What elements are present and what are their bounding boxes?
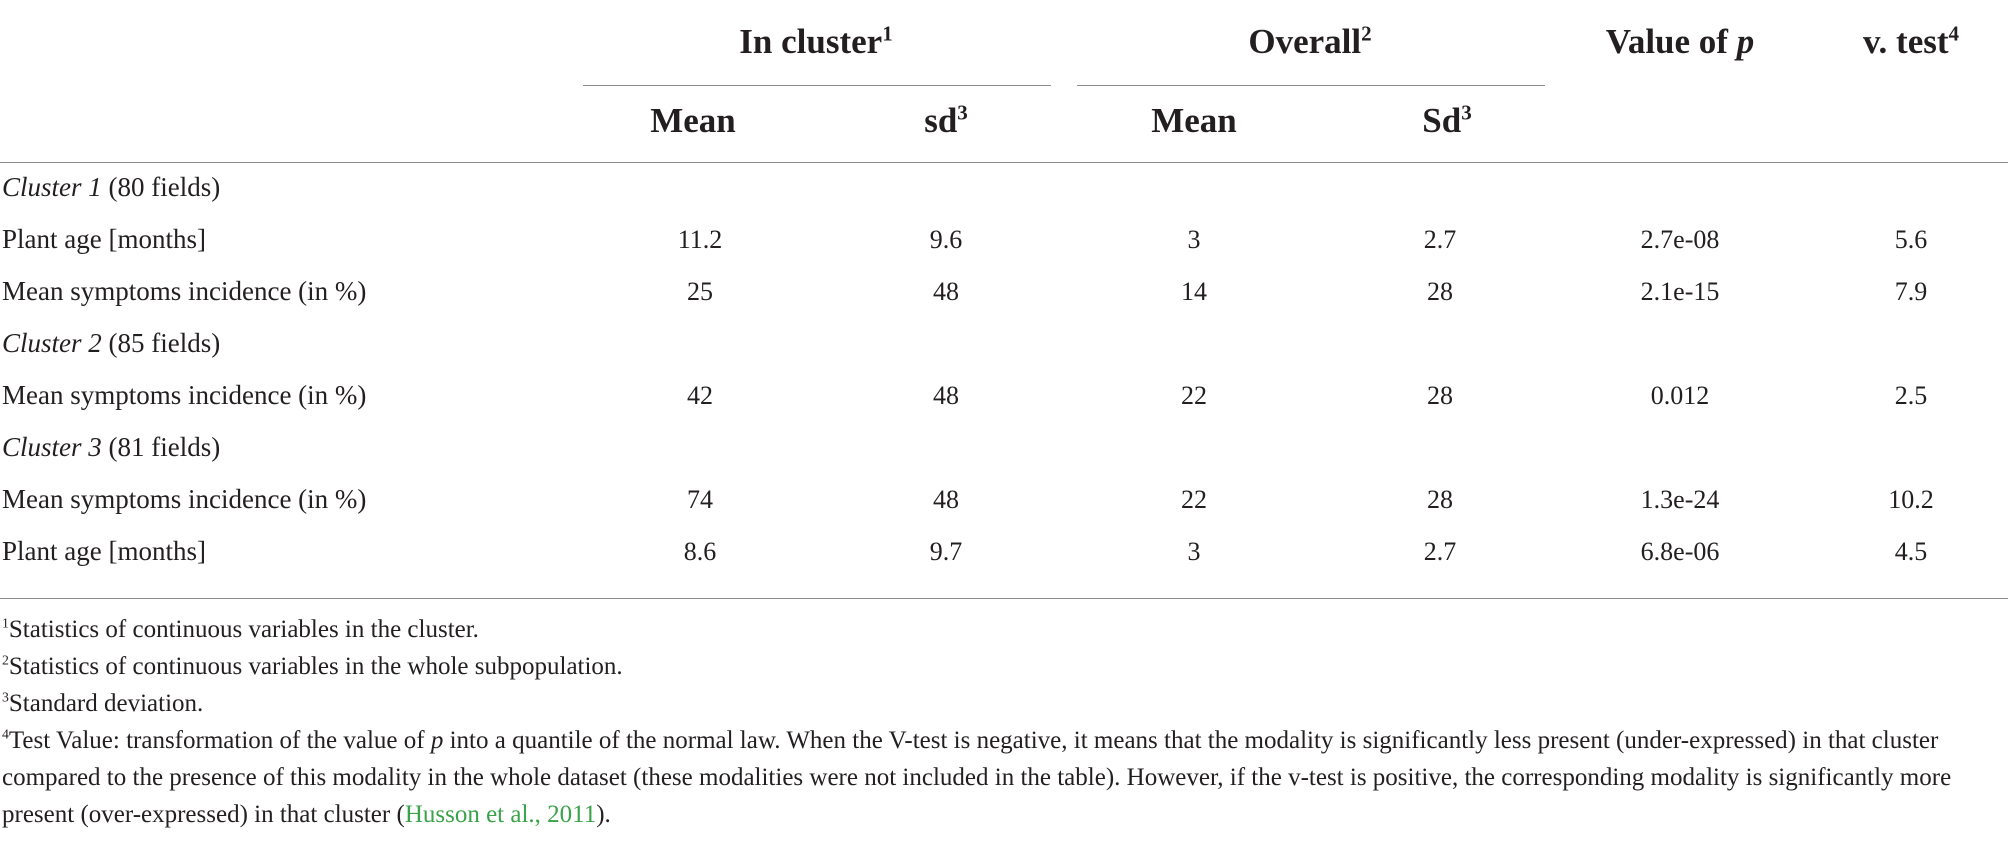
- table-bottom-rule: [0, 598, 2008, 599]
- cell-vtest: 5.6: [1894, 225, 1928, 254]
- citation-link[interactable]: Husson et al., 2011: [404, 801, 597, 828]
- footnote-3: $^3$Standard deviation.: [2, 689, 204, 717]
- subheader-overall-mean: Mean: [1151, 101, 1237, 140]
- footnote-1: $^1$Statistics of continuous variables in the cluster.: [2, 615, 479, 643]
- subheader-overall-sd: Sd$^3$: [1422, 100, 1472, 140]
- cell-p-value: 1.3e-24: [1640, 485, 1720, 514]
- cell-vtest: 2.5: [1894, 381, 1928, 410]
- footnote-4: $^4$Test Value: transformation of the value of p into a quantile of the normal law. When the V-test is negative, it means that the modality is significantly less present (under-expressed) in that cluster compared to the presence of this modality in the whole dataset (these modalities were not included in the table). However, if the v-test is positive, the corresponding modality is significantly more present (over-expressed) in that cluster (Husson et al., 2011).: [2, 726, 1952, 828]
- cell-vtest: 7.9: [1894, 277, 1928, 306]
- group-row-cluster-1: Cluster 1 (80 fields): [2, 172, 221, 202]
- cell-vtest: 4.5: [1894, 537, 1928, 566]
- row-label: Mean symptoms incidence (in %): [2, 484, 367, 514]
- cell-cluster-sd: 48: [933, 485, 959, 514]
- cell-cluster-sd: 9.6: [929, 225, 963, 254]
- group-row-cluster-2: Cluster 2 (85 fields): [2, 328, 221, 358]
- cell-overall-sd: 28: [1427, 485, 1453, 514]
- header-in-cluster: In cluster$^1$: [739, 21, 893, 61]
- cell-p-value: 2.1e-15: [1640, 277, 1720, 306]
- cell-p-value: 6.8e-06: [1640, 537, 1720, 566]
- cell-overall-mean: 3: [1187, 537, 1201, 566]
- cell-cluster-sd: 48: [933, 277, 959, 306]
- header-p-value: Value of p: [1605, 22, 1755, 61]
- cell-cluster-mean: 25: [687, 277, 713, 306]
- cell-cluster-sd: 9.7: [929, 537, 963, 566]
- subheader-cluster-mean: Mean: [650, 101, 736, 140]
- cell-p-value: 2.7e-08: [1640, 225, 1720, 254]
- row-label: Plant age [months]: [2, 224, 206, 254]
- cell-p-value: 0.012: [1650, 381, 1710, 410]
- cell-overall-sd: 2.7: [1423, 537, 1457, 566]
- in-cluster-underline: [583, 85, 1051, 86]
- cell-cluster-mean: 42: [687, 381, 713, 410]
- cell-overall-mean: 22: [1181, 381, 1207, 410]
- row-label: Mean symptoms incidence (in %): [2, 276, 367, 306]
- cell-overall-mean: 22: [1181, 485, 1207, 514]
- cell-overall-sd: 28: [1427, 277, 1453, 306]
- row-label: Plant age [months]: [2, 536, 206, 566]
- cell-cluster-mean: 74: [687, 485, 713, 514]
- group-row-cluster-3: Cluster 3 (81 fields): [2, 432, 221, 462]
- overall-underline: [1077, 85, 1545, 86]
- cell-cluster-sd: 48: [933, 381, 959, 410]
- footnote-2: $^2$Statistics of continuous variables in the whole subpopulation.: [2, 652, 623, 680]
- cell-overall-sd: 28: [1427, 381, 1453, 410]
- header-vtest: v. test$^4$: [1862, 21, 1960, 61]
- cell-vtest: 10.2: [1888, 485, 1934, 514]
- header-overall: Overall$^2$: [1248, 21, 1372, 61]
- cell-overall-mean: 14: [1181, 277, 1207, 306]
- cell-overall-sd: 2.7: [1423, 225, 1457, 254]
- subheader-cluster-sd: $sd^3$: [924, 100, 968, 140]
- cell-cluster-mean: 11.2: [677, 225, 723, 254]
- cell-overall-mean: 3: [1187, 225, 1201, 254]
- header-rule: [0, 162, 2008, 163]
- cell-cluster-mean: 8.6: [683, 537, 717, 566]
- row-label: Mean symptoms incidence (in %): [2, 380, 367, 410]
